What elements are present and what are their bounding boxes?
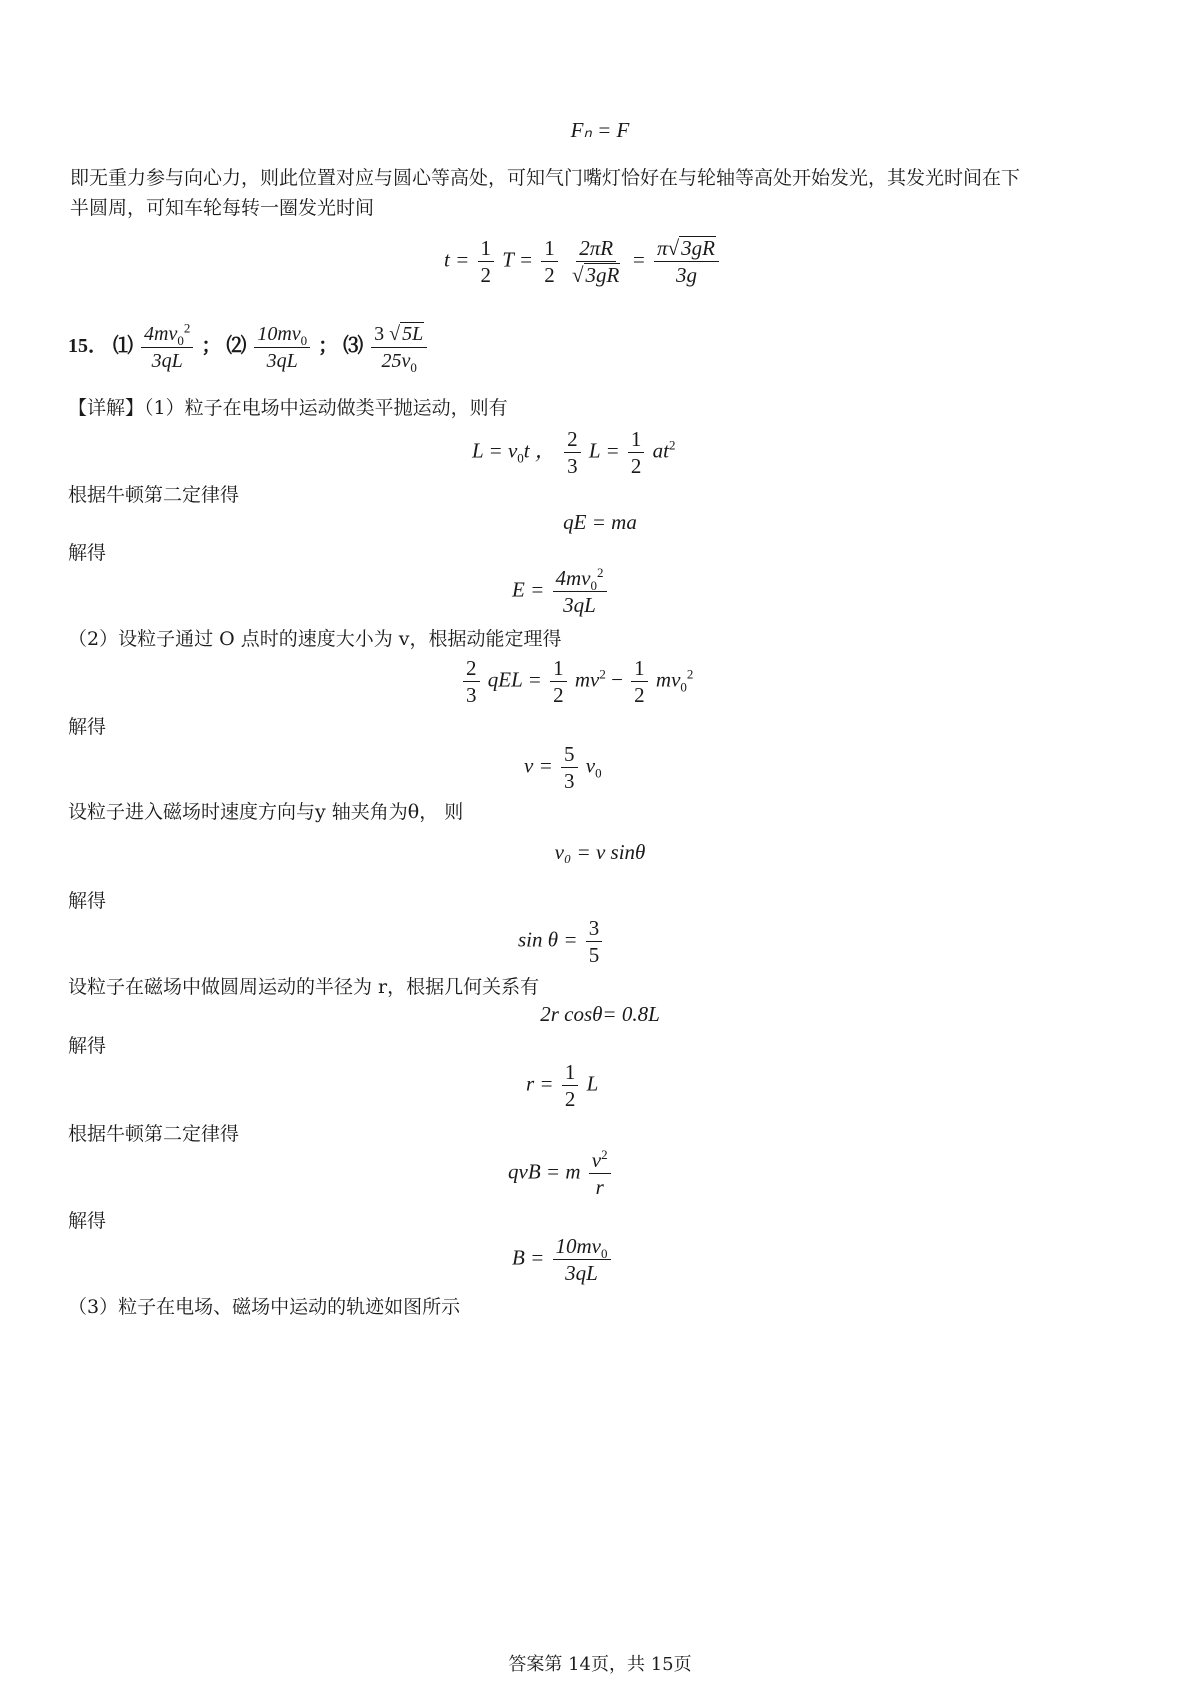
eq-term: t = xyxy=(444,247,470,272)
text-solve: 解得 xyxy=(68,1210,107,1232)
fraction: $\frac{\pi√3gR}{3g}$ xyxy=(654,236,719,287)
equation-qvB: qvB = m $\frac{v^2}{r}$ xyxy=(508,1148,614,1199)
fraction: $\frac{1}{2}$ xyxy=(628,427,645,478)
fraction: $\frac{4mv_0^2}{3qL}$ xyxy=(553,566,607,617)
paragraph-line: 半圆周，可知车轮每转一圈发光时间 xyxy=(70,197,375,219)
text-solve: 解得 xyxy=(68,716,107,738)
fraction: $\frac{1}{2}$ xyxy=(550,656,567,707)
fraction: $\frac{2}{3}$ xyxy=(564,427,581,478)
equation-sin: sin θ = $\frac{3}{5}$ xyxy=(518,916,605,967)
answer-2: $\frac{10mv_0}{3qL}$ xyxy=(254,322,310,373)
part-label: ⑴ xyxy=(113,335,133,358)
fraction: $\frac{3}{5}$ xyxy=(586,916,603,967)
question-15-answers: 15． ⑴ $\frac{4mv_0^2}{3qL}$ ； ⑵ $\frac{10mv_0}{3qL}$ ； ⑶ $\frac{3 √ 5L}{25v_0}$ xyxy=(68,322,430,373)
equation-fn: Fₙ = F xyxy=(570,118,630,142)
equation-geometry: 2r cosθ= 0.8L xyxy=(540,1002,660,1026)
answer-1: $\frac{4mv_0^2}{3qL}$ xyxy=(141,322,193,373)
answer-3: $\frac{3 √ 5L}{25v_0}$ xyxy=(371,322,427,373)
equation-E: E = $\frac{4mv_0^2}{3qL}$ xyxy=(512,566,610,617)
equation-time xyxy=(444,236,722,287)
text-solve: 解得 xyxy=(68,542,107,564)
part-label: ⑵ xyxy=(226,335,247,358)
detail-heading: 【详解】（1）粒子在电场中运动做类平抛运动，则有 xyxy=(68,397,508,419)
fraction: $\frac{1}{2}$ xyxy=(541,236,558,287)
question-number: 15． xyxy=(68,335,108,358)
text-newton-law: 根据牛顿第二定律得 xyxy=(68,1123,240,1145)
part-label: ⑶ xyxy=(343,335,364,358)
fraction: $\frac{5}{3}$ xyxy=(561,742,578,793)
equation-kinematics: $L = v_0t$ ， $\frac{2}{3}$ L = $\frac{1}{2}$ $at^2$ xyxy=(472,427,676,478)
text-newton-law: 根据牛顿第二定律得 xyxy=(68,484,240,506)
equation-r: r = $\frac{1}{2}$ L xyxy=(526,1060,599,1111)
page-footer: 答案第 14页，共 15页 xyxy=(508,1654,692,1675)
equation-B: B = $\frac{10mv_0}{3qL}$ xyxy=(512,1234,614,1285)
eq-term: = xyxy=(631,247,646,272)
fraction: $\frac{v^2}{r}$ xyxy=(589,1148,611,1199)
fraction: $\frac{1}{2}$ xyxy=(631,656,648,707)
text-radius: 设粒子在磁场中做圆周运动的半径为 r，根据几何关系有 xyxy=(68,976,540,998)
paragraph-line: 即无重力参与向心力，则此位置对应与圆心等高处，可知气门嘴灯恰好在与轮轴等高处开始发光，其发光时间在下 xyxy=(70,167,1021,189)
eq-term: T = xyxy=(502,247,533,272)
equation-v: v = $\frac{5}{3}$ $v_0$ xyxy=(524,742,602,793)
fraction: $\frac{10mv_0}{3qL}$ xyxy=(553,1234,611,1285)
text-angle: 设粒子进入磁场时速度方向与y 轴夹角为θ， 则 xyxy=(68,801,464,823)
text-part-3: （3）粒子在电场、磁场中运动的轨迹如图所示 xyxy=(68,1296,461,1318)
fraction: $\frac{1}{2}$ xyxy=(478,236,495,287)
text-part-2: （2）设粒子通过 O 点时的速度大小为 v，根据动能定理得 xyxy=(68,628,562,650)
fraction: $\frac{2}{3}$ xyxy=(463,656,480,707)
equation-energy: $\frac{2}{3}$ qEL = $\frac{1}{2}$ $mv^2$ − $\frac{1}{2}$ $mv_0^2$ xyxy=(460,656,693,707)
equation-v0: v₀ = v sinθ xyxy=(554,840,646,864)
text-solve: 解得 xyxy=(68,1035,107,1057)
text-solve: 解得 xyxy=(68,890,107,912)
fraction: $\frac{1}{2}$ xyxy=(562,1060,579,1111)
equation-qE: qE = ma xyxy=(563,510,637,534)
paragraph-light-timing xyxy=(70,163,1150,223)
fraction: $\frac{2\pi R}{√3gR}$ xyxy=(572,236,620,287)
